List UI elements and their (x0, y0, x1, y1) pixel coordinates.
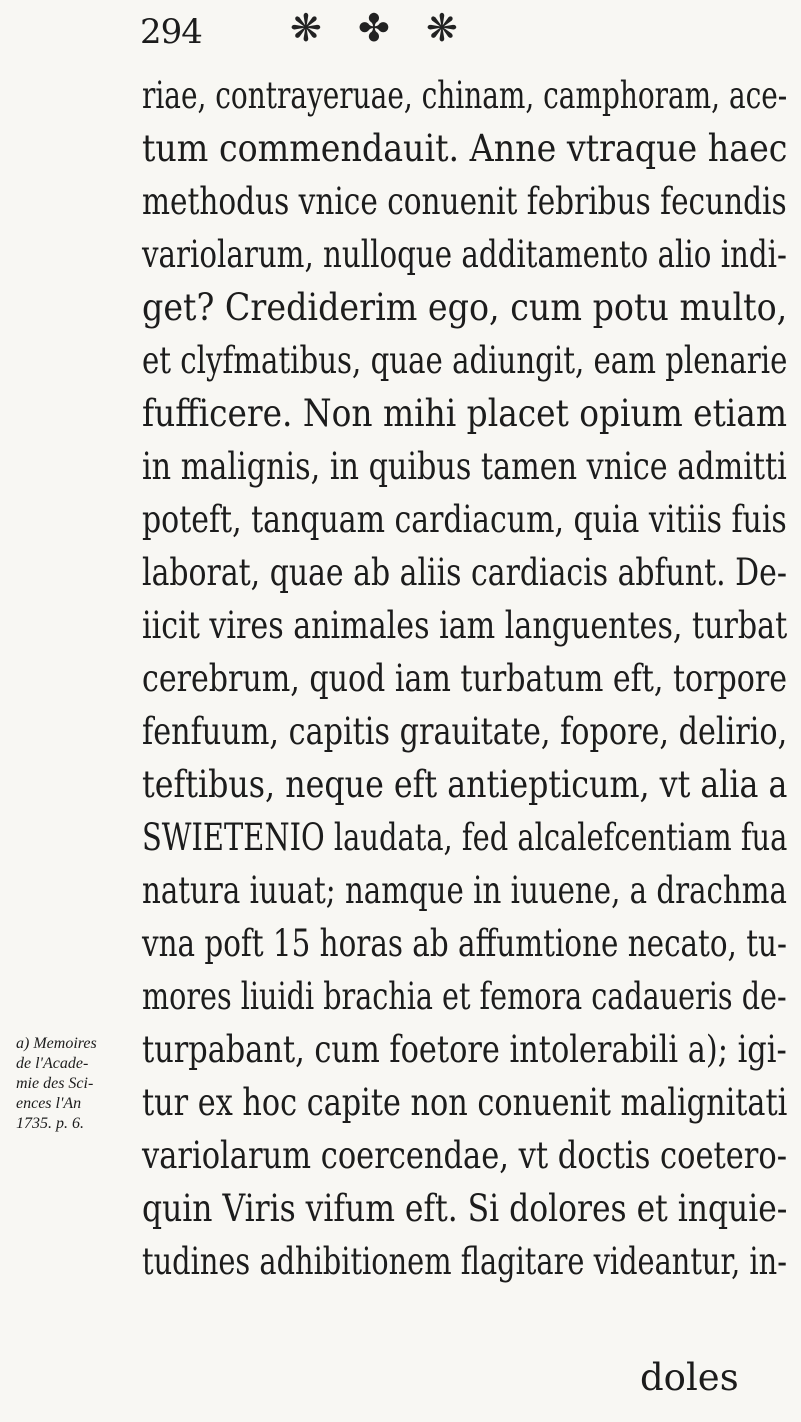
text-line: mores liuidi brachia et femora cadaueris de- (142, 975, 787, 1018)
text-line: iicit vires animales iam languentes, turbat (142, 604, 788, 647)
footnote-line: ences l'An (16, 1095, 82, 1112)
text-line: riae, contrayeruae, chinam, camphoram, ace- (142, 74, 788, 117)
text-line: laborat, quae ab aliis cardiacis abfunt. De- (142, 551, 787, 594)
text-line: fufficere. Non mihi placet opium etiam (142, 392, 787, 435)
text-line: quin Viris vifum eft. Si dolores et inquie- (142, 1187, 788, 1230)
footnote-line: de l'Acade- (16, 1055, 89, 1072)
text-line: in malignis, in quibus tamen vnice admitti (142, 445, 787, 488)
flower-ornament-icon: ❋ (290, 6, 322, 50)
text-line: fenfuum, capitis grauitate, fopore, delirio, (142, 710, 788, 753)
text-line: SWIETENIO laudata, fed alcalefcentiam fua (142, 816, 788, 859)
text-line: get? Crediderim ego, cum potu multo, (142, 286, 788, 329)
page-number: 294 (140, 12, 202, 52)
text-line: natura iuuat; namque in iuuene, a drachma (142, 869, 787, 912)
text-line: teftibus, neque eft antiepticum, vt alia a (142, 763, 788, 806)
running-header (140, 6, 660, 56)
text-line: tudines adhibitionem flagitare videantur, in- (142, 1240, 787, 1283)
footnote-line: a) Memoires (16, 1035, 97, 1052)
footnote-line: 1735. p. 6. (16, 1115, 84, 1132)
text-line: methodus vnice conuenit febribus fecundis (142, 180, 787, 223)
catchword: doles (640, 1356, 739, 1399)
marginal-footnote (16, 1034, 136, 1134)
text-line: tur ex hoc capite non conuenit malignitati (142, 1081, 788, 1124)
flower-ornament-icon: ❋ (426, 6, 458, 50)
text-line: variolarum, nulloque additamento alio indi- (142, 233, 787, 276)
text-line: variolarum coercendae, vt doctis coetero- (142, 1134, 787, 1177)
cross-ornament-icon: ✤ (358, 6, 390, 50)
text-line: turpabant, cum foetore intolerabili a); igi- (142, 1028, 787, 1071)
text-line: tum commendauit. Anne vtraque haec (142, 127, 788, 170)
footnote-line: mie des Sci- (16, 1075, 94, 1092)
text-line: poteft, tanquam cardiacum, quia vitiis fuis (142, 498, 787, 541)
text-line: cerebrum, quod iam turbatum eft, torpore (142, 657, 788, 700)
text-line: vna poft 15 horas ab affumtione necato, tu- (142, 922, 787, 965)
text-line: et clyfmatibus, quae adiungit, eam plenarie (142, 339, 788, 382)
